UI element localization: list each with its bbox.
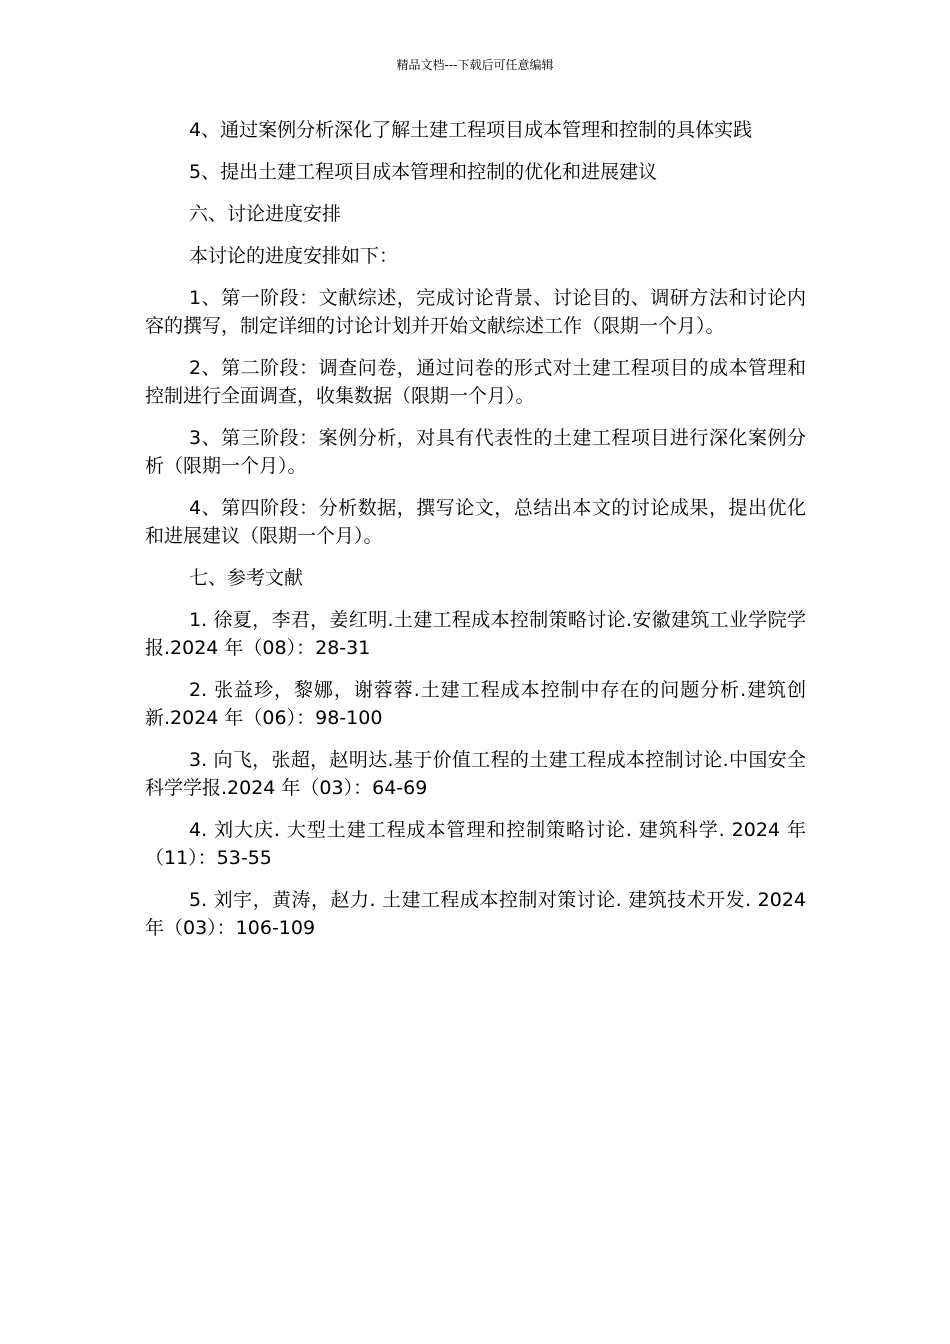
schedule-stage-4: 4、第四阶段：分析数据，撰写论文，总结出本文的讨论成果，提出优化和进展建议（限期一个月）。 xyxy=(145,497,806,547)
reference-item-1: 1. 徐夏，李君，姜红明.土建工程成本控制策略讨论.安徽建筑工业学院学报.2024 年（08）：28-31 xyxy=(145,609,806,659)
section-heading-schedule: 六、讨论进度安排 xyxy=(189,203,342,225)
schedule-intro: 本讨论的进度安排如下： xyxy=(189,245,399,267)
reference-item-3: 3. 向飞，张超，赵明达.基于价值工程的土建工程成本控制讨论.中国安全科学学报.2024 年（03）：64-69 xyxy=(145,749,806,799)
reference-item-2: 2. 张益珍，黎娜，谢蓉蓉.土建工程成本控制中存在的问题分析.建筑创新.2024 年（06）：98-100 xyxy=(145,679,806,729)
document-body xyxy=(145,116,806,956)
schedule-stage-1: 1、第一阶段：文献综述，完成讨论背景、讨论目的、调研方法和讨论内容的撰写，制定详细的讨论计划并开始文献综述工作（限期一个月）。 xyxy=(145,287,806,337)
objective-item-4: 4、通过案例分析深化了解土建工程项目成本管理和控制的具体实践 xyxy=(189,119,753,141)
reference-item-4: 4. 刘大庆. 大型土建工程成本管理和控制策略讨论. 建筑科学. 2024 年（11）：53-55 xyxy=(145,819,806,869)
schedule-stage-3: 3、第三阶段：案例分析，对具有代表性的土建工程项目进行深化案例分析（限期一个月）。 xyxy=(145,427,806,477)
schedule-stage-2: 2、第二阶段：调查问卷，通过问卷的形式对土建工程项目的成本管理和控制进行全面调查，收集数据（限期一个月）。 xyxy=(145,357,806,407)
objective-item-5: 5、提出土建工程项目成本管理和控制的优化和进展建议 xyxy=(189,161,658,183)
section-heading-references: 七、参考文献 xyxy=(189,567,304,589)
reference-item-5: 5. 刘宇，黄涛，赵力. 土建工程成本控制对策讨论. 建筑技术开发. 2024 年（03）：106-109 xyxy=(145,889,806,939)
page-header: 精品文档---下载后可任意编辑 xyxy=(396,58,554,72)
